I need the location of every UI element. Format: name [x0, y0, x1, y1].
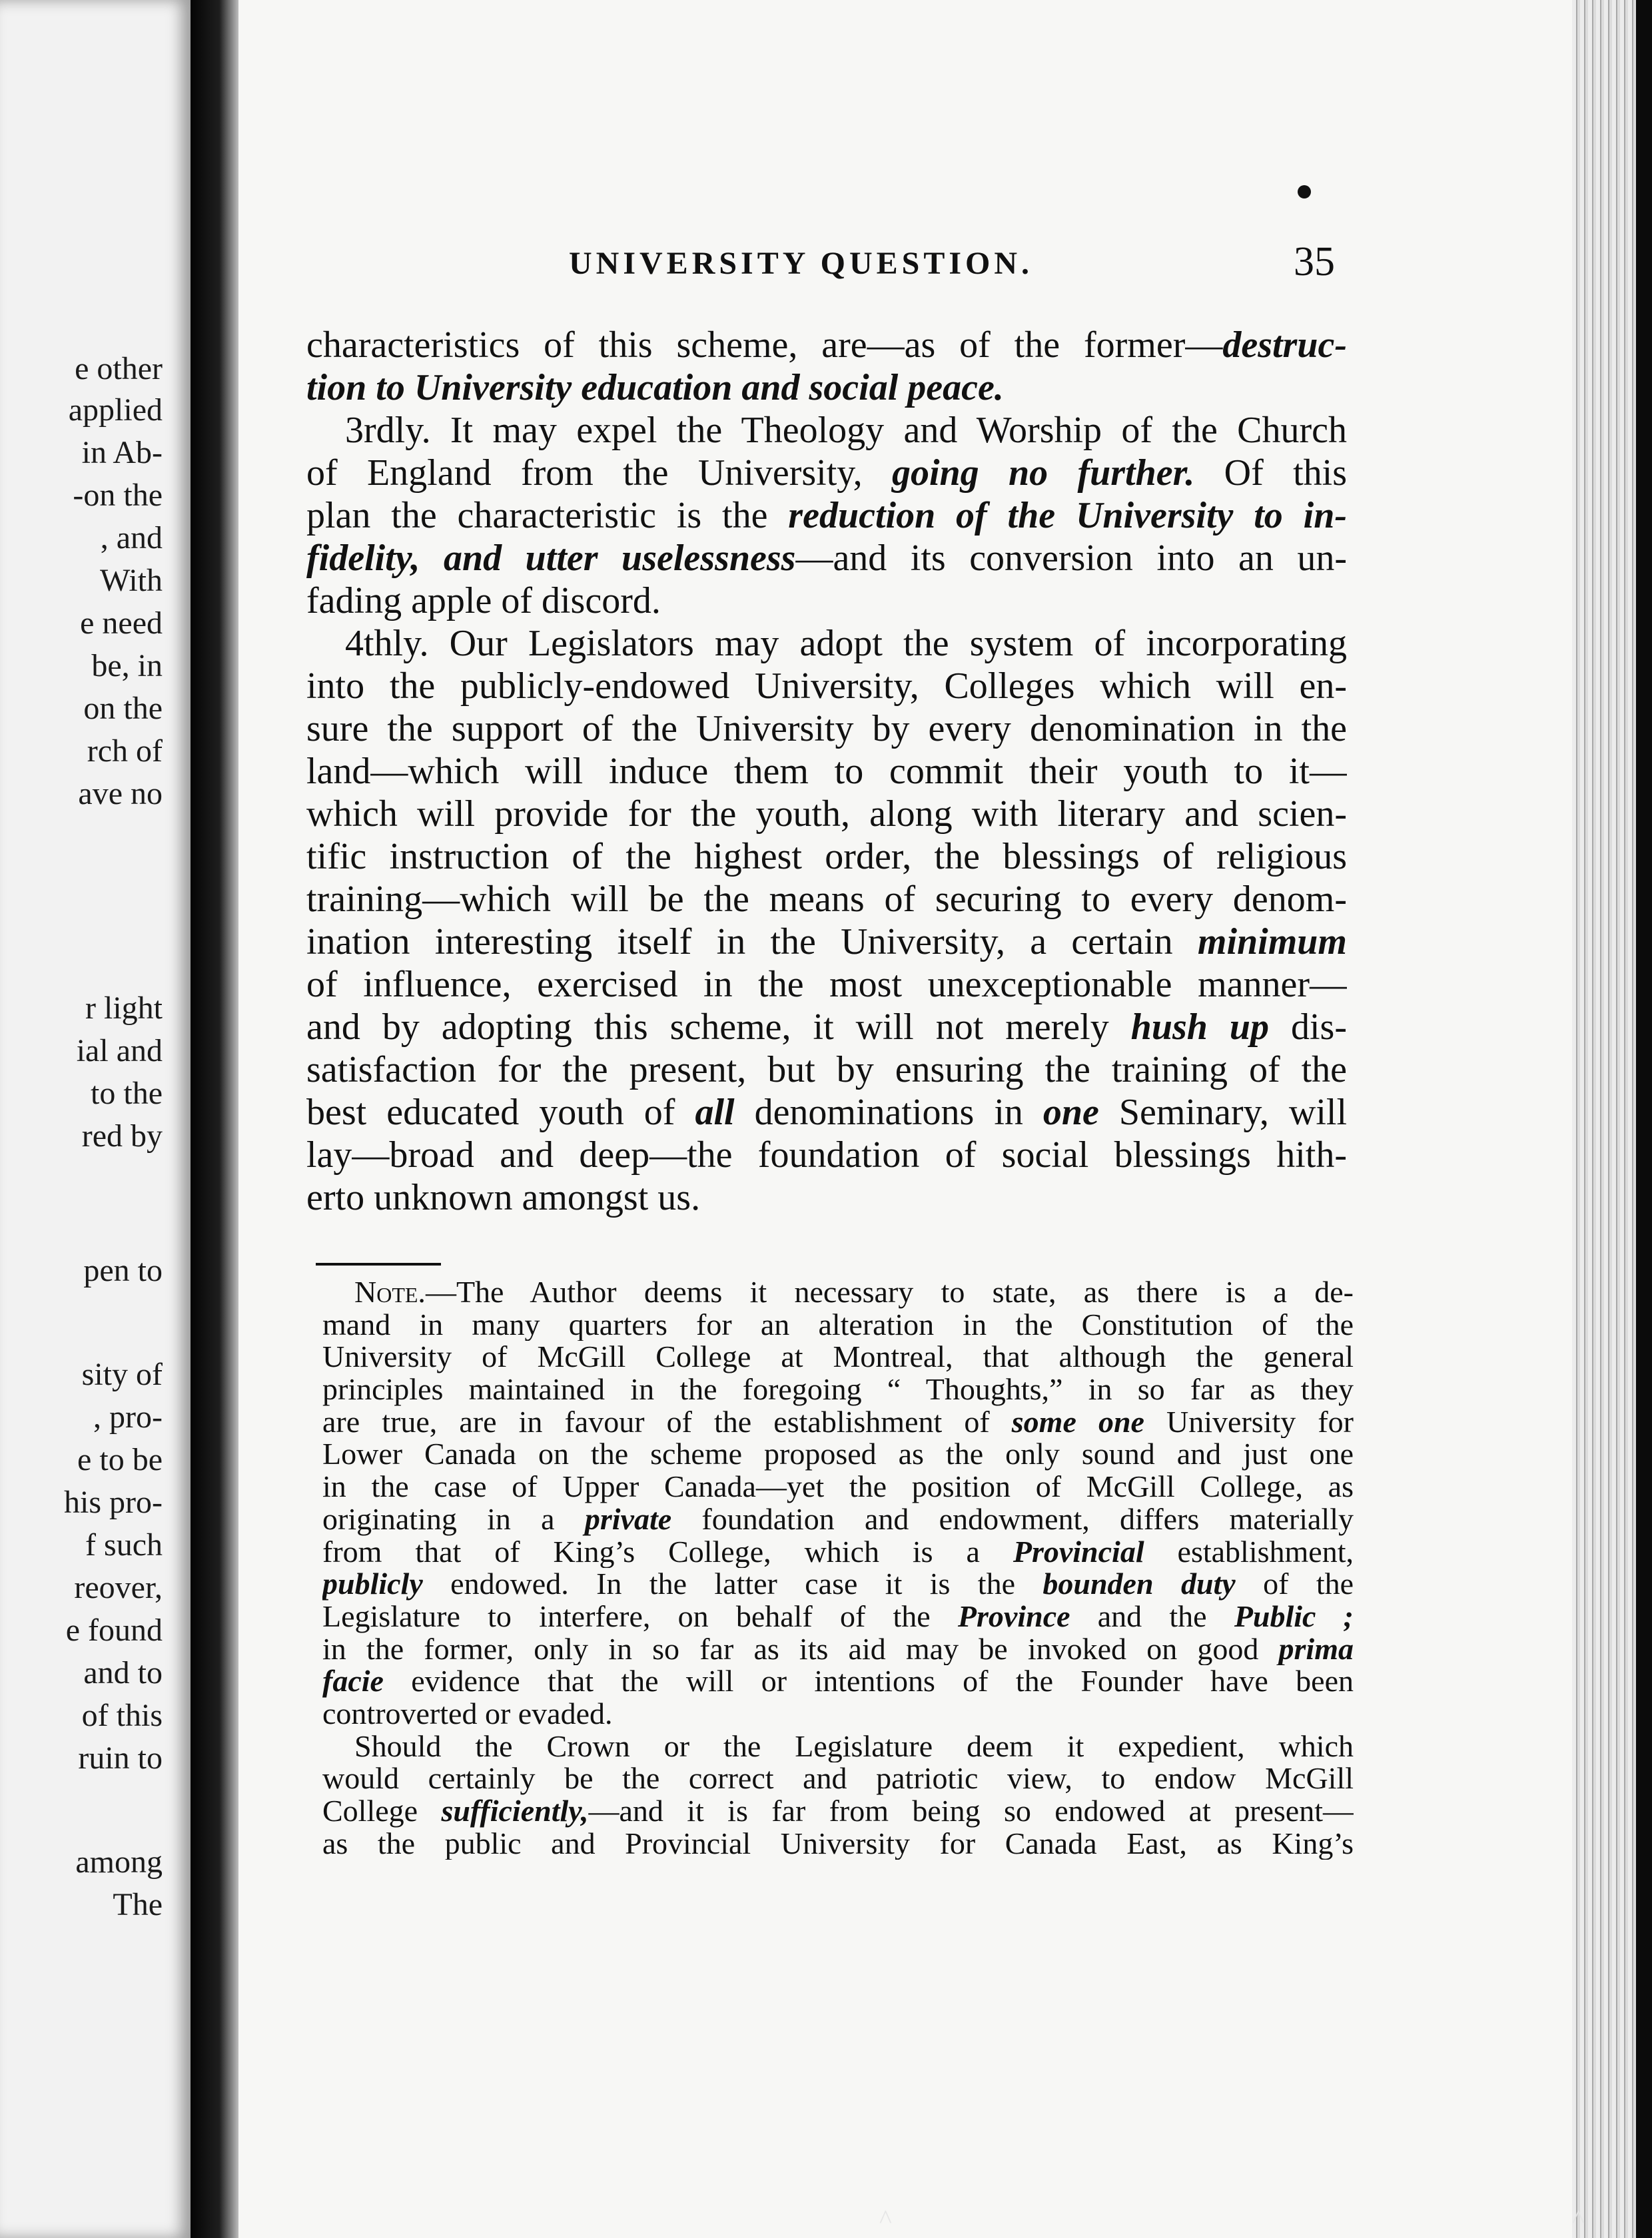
left-page-fragment: , and: [100, 520, 163, 556]
page-number: 35: [1294, 239, 1335, 284]
left-page-fragment: f such: [85, 1527, 163, 1563]
text-run: Note.: [354, 1276, 426, 1309]
emphasis-text: tion to University education and social peace.: [306, 367, 1004, 408]
left-page-fragment: be, in: [91, 648, 163, 683]
main-text: [306, 324, 1347, 1219]
text-line: [306, 494, 1347, 537]
text-run: erto unknown amongst us.: [306, 1177, 701, 1218]
text-run: Legislature to interfere, on behalf of the: [322, 1600, 958, 1633]
ink-dot: [1298, 185, 1311, 198]
note-line: [322, 1471, 1354, 1503]
text-run: in the former, only in so far as its aid may be invoked on good: [322, 1633, 1279, 1666]
text-run: into the publicly-endowed University, Colleges which will en-: [306, 665, 1347, 707]
text-line: [306, 622, 1347, 665]
text-run: —and it is far from being so endowed at present—: [588, 1795, 1354, 1828]
emphasis-text: destruc-: [1222, 324, 1347, 366]
left-page-fragment: applied: [68, 392, 163, 428]
emphasis-text: one: [1042, 1092, 1099, 1133]
text-run: Lower Canada on the scheme proposed as the only sound and just one: [322, 1438, 1354, 1471]
emphasis-text: minimum: [1197, 921, 1347, 962]
left-page-fragment: of this: [81, 1698, 163, 1733]
text-run: —The Author deems it necessary to state, as there is a de-: [425, 1276, 1354, 1309]
emphasis-text: hush up: [1130, 1006, 1270, 1048]
binding-mark: ^: [879, 2204, 892, 2234]
left-page-fragment: to the: [91, 1076, 163, 1111]
text-run: dis-: [1269, 1006, 1347, 1048]
left-page-fragment: reover,: [74, 1570, 163, 1605]
emphasis-text: bounden duty: [1042, 1568, 1236, 1601]
text-line: [306, 750, 1347, 793]
left-page-fragment: pen to: [83, 1253, 163, 1288]
emphasis-text: prima: [1278, 1633, 1354, 1666]
emphasis-text: facie: [322, 1665, 384, 1698]
note-line: [322, 1373, 1354, 1406]
text-run: and by adopting this scheme, it will not merely: [306, 1006, 1131, 1048]
emphasis-text: going no further.: [891, 452, 1195, 494]
emphasis-text: private: [584, 1503, 672, 1536]
left-page-fragment: rch of: [87, 733, 163, 769]
text-run: establishment,: [1144, 1535, 1354, 1569]
text-run: which will provide for the youth, along with literary and scien-: [306, 793, 1347, 835]
text-line: [306, 324, 1347, 366]
left-page: [0, 0, 191, 2238]
text-line: [306, 835, 1347, 878]
left-page-fragment: , pro-: [93, 1399, 163, 1435]
note-line: [322, 1730, 1354, 1763]
text-run: endowed. In the latter case it is the: [422, 1568, 1043, 1601]
emphasis-text: Provincial: [1013, 1535, 1144, 1569]
text-run: University for: [1144, 1405, 1354, 1439]
text-run: from that of King’s College, which is a: [322, 1535, 1013, 1569]
text-line: [306, 409, 1347, 452]
text-run: of influence, exercised in the most unexceptionable manner—: [306, 964, 1347, 1005]
text-run: principles maintained in the foregoing “ Thoughts,” in so far as they: [322, 1373, 1354, 1406]
text-line: [306, 707, 1347, 750]
text-run: tific instruction of the highest order, the blessings of religious: [306, 836, 1347, 877]
note-line: [322, 1276, 1354, 1309]
text-run: would certainly be the correct and patriotic view, to endow McGill: [322, 1762, 1354, 1795]
text-run: in the case of Upper Canada—yet the position of McGill College, as: [322, 1471, 1354, 1503]
text-run: of the: [1235, 1568, 1354, 1601]
emphasis-text: reduction of the University to in-: [788, 495, 1347, 536]
text-line: [306, 1176, 1347, 1219]
emphasis-text: Province: [957, 1600, 1070, 1633]
text-run: College: [322, 1795, 442, 1828]
text-run: controverted or evaded.: [322, 1697, 613, 1730]
running-head: UNIVERSITY QUESTION.: [569, 246, 1034, 281]
text-run: University of McGill College at Montreal, that although the general: [322, 1341, 1354, 1374]
footnote-rule: [316, 1263, 441, 1266]
note-line: [322, 1762, 1354, 1795]
left-page-fragment: -on the: [73, 478, 163, 513]
left-page-fragment: red by: [81, 1118, 163, 1154]
text-line: [306, 537, 1347, 579]
text-run: mand in many quarters for an alteration in the Constitution of the: [322, 1308, 1354, 1341]
left-page-fragment: and to: [83, 1655, 163, 1690]
emphasis-text: Public ;: [1234, 1600, 1354, 1633]
left-page-fragment: The: [113, 1887, 163, 1922]
left-page-fragment: e found: [65, 1613, 163, 1648]
text-line: [306, 793, 1347, 835]
emphasis-text: sufficiently,: [441, 1795, 589, 1828]
note-line: [322, 1406, 1354, 1439]
text-run: best educated youth of: [306, 1092, 695, 1133]
page-edges: [1572, 0, 1652, 2238]
note-line: [322, 1795, 1354, 1828]
text-run: evidence that the will or intentions of the Founder have been: [383, 1665, 1354, 1698]
text-run: lay—broad and deep—the foundation of social blessings hith-: [306, 1134, 1347, 1176]
text-run: denominations in: [734, 1092, 1043, 1133]
note-line: [322, 1665, 1354, 1698]
text-run: originating in a: [322, 1503, 585, 1536]
left-page-fragment: on the: [83, 691, 163, 726]
text-run: Should the Crown or the Legislature deem it expedient, which: [354, 1730, 1354, 1763]
text-run: plan the characteristic is the: [306, 495, 789, 536]
emphasis-text: fidelity, and utter uselessness: [306, 538, 796, 579]
left-page-fragment: With: [99, 563, 163, 598]
left-page-fragment: ruin to: [78, 1740, 163, 1776]
left-page-fragment: among: [75, 1844, 163, 1880]
text-run: 4thly. Our Legislators may adopt the system of incorporating: [345, 623, 1347, 664]
text-line: [306, 1048, 1347, 1091]
emphasis-text: publicly: [322, 1568, 423, 1601]
note-line: [322, 1341, 1354, 1373]
emphasis-text: all: [695, 1092, 735, 1133]
note-line: [322, 1536, 1354, 1569]
text-run: ination interesting itself in the University, a certain: [306, 921, 1198, 962]
text-line: [306, 921, 1347, 963]
text-line: [306, 963, 1347, 1006]
text-run: fading apple of discord.: [306, 580, 661, 621]
text-run: characteristics of this scheme, are—as of the former—: [306, 324, 1223, 366]
text-run: 3rdly. It may expel the Theology and Worship of the Church: [345, 410, 1347, 451]
text-run: training—which will be the means of securing to every denom-: [306, 879, 1347, 920]
emphasis-text: some one: [1011, 1405, 1144, 1439]
left-page-fragment: his pro-: [64, 1485, 163, 1520]
note-line: [322, 1601, 1354, 1633]
text-line: [306, 1006, 1347, 1048]
left-page-fragment: e need: [80, 605, 163, 641]
note-line: [322, 1568, 1354, 1601]
note-line: [322, 1828, 1354, 1860]
note-line: [322, 1309, 1354, 1341]
left-page-fragment: in Ab-: [81, 435, 163, 470]
left-page-fragment: e to be: [77, 1442, 163, 1477]
text-run: as the public and Provincial University for Canada East, as King’s: [322, 1827, 1354, 1860]
text-run: are true, are in favour of the establishment of: [322, 1405, 1012, 1439]
left-page-fragment: ave no: [78, 776, 163, 811]
text-run: satisfaction for the present, but by ensuring the training of the: [306, 1049, 1347, 1090]
text-line: [306, 878, 1347, 921]
text-line: [306, 1091, 1347, 1134]
note-line: [322, 1503, 1354, 1536]
text-run: of England from the University,: [306, 452, 892, 494]
note-line: [322, 1633, 1354, 1666]
page-header: [316, 238, 1335, 298]
text-line: [306, 579, 1347, 622]
text-run: and the: [1070, 1600, 1234, 1633]
text-run: land—which will induce them to commit their youth to it—: [306, 751, 1347, 792]
note-line: [322, 1698, 1354, 1730]
note-line: [322, 1438, 1354, 1471]
book-gutter: [191, 0, 238, 2238]
left-page-fragment: ial and: [76, 1033, 163, 1068]
text-line: [306, 1134, 1347, 1176]
text-line: [306, 366, 1347, 409]
text-line: [306, 452, 1347, 494]
left-page-fragment: e other: [75, 351, 163, 386]
binding-mark: ^: [1572, 2204, 1585, 2234]
left-page-fragment: sity of: [81, 1357, 163, 1392]
text-run: Seminary, will: [1098, 1092, 1347, 1133]
text-line: [306, 665, 1347, 707]
author-note: [322, 1276, 1354, 1860]
text-run: sure the support of the University by every denomination in the: [306, 708, 1347, 749]
text-run: —and its conversion into an un-: [795, 538, 1347, 579]
text-run: foundation and endowment, differs materially: [671, 1503, 1354, 1536]
left-page-fragment: r light: [85, 990, 163, 1026]
text-run: Of this: [1194, 452, 1347, 494]
bottom-edge: [0, 2198, 1652, 2238]
